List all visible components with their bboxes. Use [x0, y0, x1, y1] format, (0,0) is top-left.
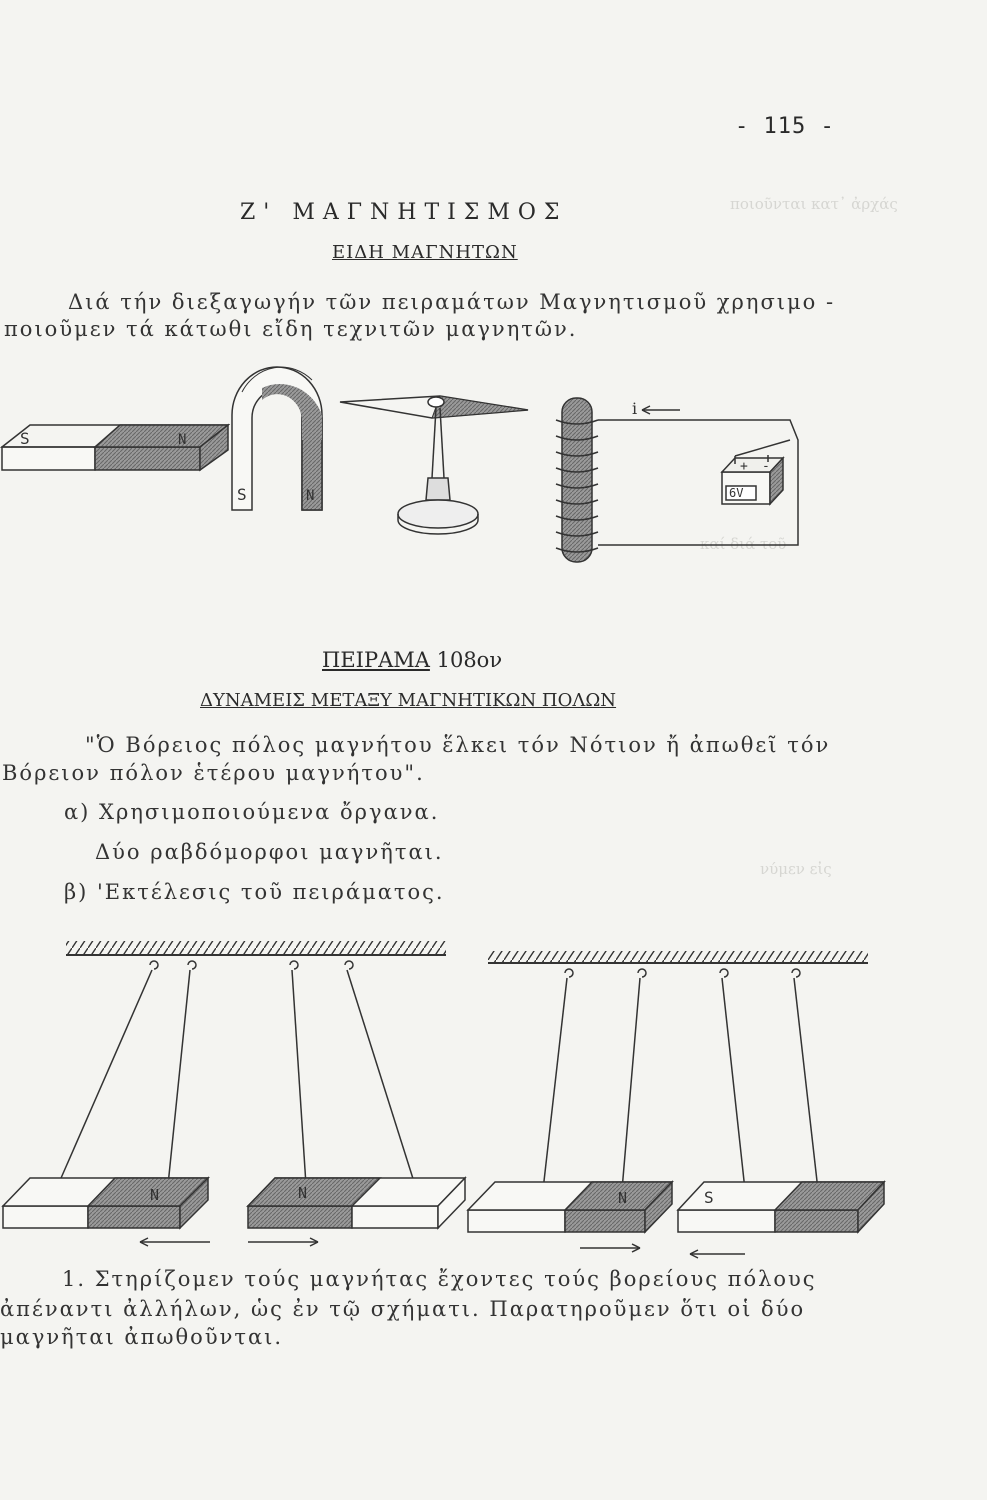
- label-battery-volt: 6V: [729, 486, 744, 500]
- label-left-magnet-n: N: [150, 1186, 160, 1204]
- step1-line-1: 1. Στηρίζομεν τούς μαγνήτας ἔχοντες τούς βορείους πόλους: [62, 1267, 817, 1291]
- label-battery-plus: +: [740, 459, 748, 474]
- label-right-magnet-n: N: [618, 1189, 628, 1207]
- bleed-through-2: καί διά τοῦ: [700, 535, 787, 553]
- step1-line-2: ἀπέναντι ἀλλήλων, ὡς ἐν τῷ σχήματι. Παρατηροῦμεν ὅτι οἱ δύο: [0, 1297, 806, 1321]
- experiment-label: ΠΕΙΡΑΜΑ: [322, 648, 430, 672]
- chapter-title: Ζ' ΜΑΓΝΗΤΙΣΜΟΣ: [240, 200, 568, 225]
- section-b-heading: β) 'Εκτέλεσις τοῦ πειράματος.: [64, 880, 445, 904]
- bleed-through-1: ποιοῦνται κατ᾽ ἀρχάς: [730, 195, 898, 213]
- section-title: ΕΙΔΗ ΜΑΓΝΗΤΩΝ: [332, 242, 518, 263]
- bleed-through-3: νύμεν εἰς: [760, 860, 832, 878]
- page-number: - 115 -: [735, 114, 835, 139]
- compass-stand-drawing: [340, 396, 528, 534]
- experiment-number: 108ον: [436, 648, 503, 672]
- label-battery-minus: -: [762, 459, 770, 474]
- solenoid-circuit-drawing: [556, 398, 798, 562]
- label-current: i: [632, 399, 638, 418]
- label-left-magnet-n2: N: [298, 1184, 308, 1202]
- section-a-item: Δύο ραβδόμορφοι μαγνῆται.: [95, 840, 444, 864]
- bar-magnet-drawing: [2, 425, 228, 470]
- experiment-subtitle: ΔΥΝΑΜΕΙΣ ΜΕΤΑΞΥ ΜΑΓΝΗΤΙΚΩΝ ΠΟΛΩΝ: [200, 690, 617, 711]
- label-horseshoe-n: N: [306, 488, 315, 504]
- law-line-1: "Ὁ Βόρειος πόλος μαγνήτου ἕλκει τόν Νότιον ἤ ἀπωθεῖ τόν: [85, 733, 831, 757]
- figure-suspended-magnets: [3, 941, 884, 1258]
- section-a-heading: α) Χρησιμοποιούμενα ὄργανα.: [64, 800, 440, 824]
- experiment-title: [322, 648, 502, 672]
- label-bar-s: S: [20, 429, 30, 448]
- step1-line-3: μαγνῆται ἀπωθοῦνται.: [0, 1325, 284, 1349]
- intro-line-1: Διά τήν διεξαγωγήν τῶν πειραμάτων Μαγνητισμοῦ χρησιμο -: [68, 290, 836, 314]
- label-right-magnet-s: S: [704, 1188, 714, 1207]
- intro-line-2: ποιοῦμεν τά κάτωθι εἴδη τεχνιτῶν μαγνητῶν.: [4, 317, 578, 341]
- label-horseshoe-s: S: [237, 485, 247, 504]
- label-bar-n: N: [178, 432, 187, 448]
- law-line-2: Βόρειον πόλον ἑτέρου μαγνήτου".: [2, 761, 425, 785]
